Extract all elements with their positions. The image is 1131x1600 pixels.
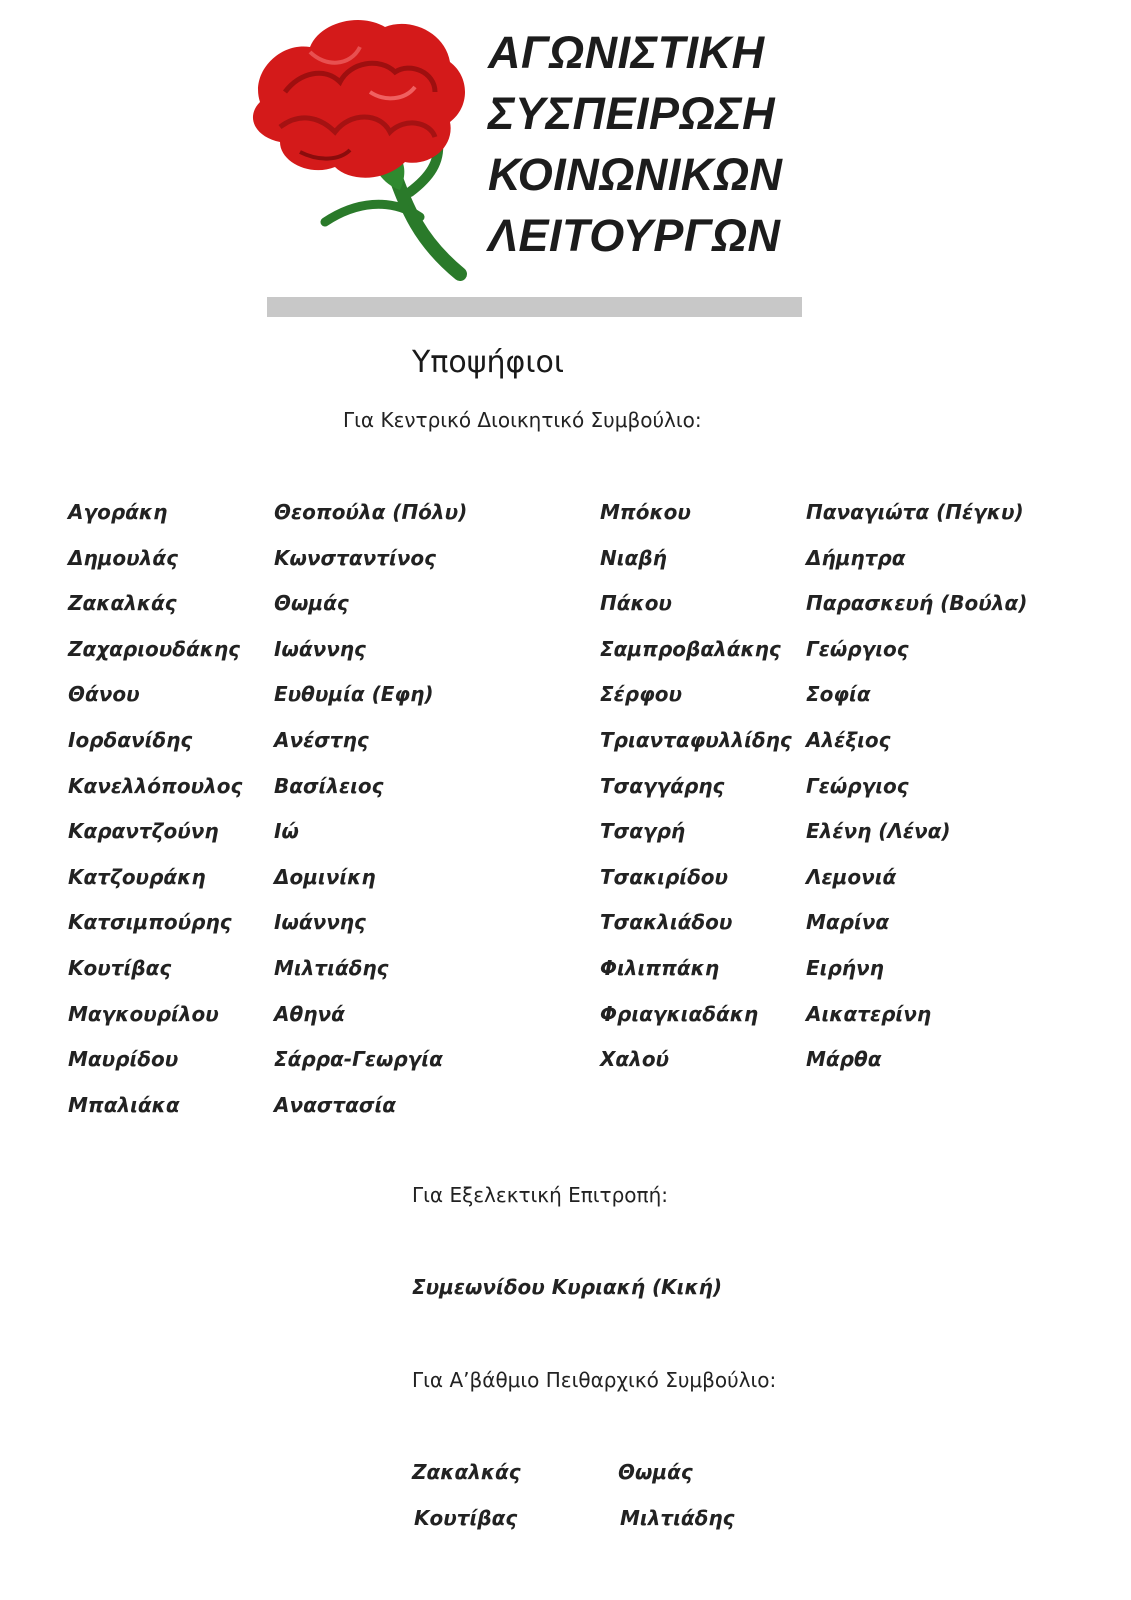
candidate-first-name: Ελένη (Λένα) <box>806 819 951 843</box>
candidate-surname: Πάκου <box>600 591 672 615</box>
candidate-first-name: Μιλτιάδης <box>620 1506 735 1530</box>
candidate-surname: Φιλιππάκη <box>600 956 720 980</box>
organization-logo <box>240 12 800 302</box>
candidate-surname: Ζαχαριουδάκης <box>68 637 241 661</box>
candidate-first-name: Ιώ <box>274 819 299 843</box>
candidate-surname: Δημουλάς <box>68 546 178 570</box>
candidate-surname: Ιορδανίδης <box>68 728 193 752</box>
election-committee-heading: Για Εξελεκτική Επιτροπή: <box>412 1183 668 1207</box>
logo-line-2: ΣΥΣΠΕΙΡΩΣΗ <box>488 88 776 139</box>
candidate-first-name: Αθηνά <box>274 1002 345 1026</box>
candidate-surname: Τσακλιάδου <box>600 910 733 934</box>
candidate-surname: Κατσιμπούρης <box>68 910 232 934</box>
candidate-first-name: Θωμάς <box>274 591 349 615</box>
candidate-first-name: Θεοπούλα (Πόλυ) <box>274 500 468 524</box>
candidate-first-name: Βασίλειος <box>274 774 384 798</box>
candidate-surname: Μαγκουρίλου <box>68 1002 219 1026</box>
candidate-first-name: Ιωάννης <box>274 910 366 934</box>
candidate-surname: Τσαγρή <box>600 819 686 843</box>
candidate-surname: Αγοράκη <box>68 500 168 524</box>
candidate-first-name: Δήμητρα <box>806 546 906 570</box>
candidate-surname: Σαμπροβαλάκης <box>600 637 781 661</box>
candidate-first-name: Αικατερίνη <box>806 1002 932 1026</box>
candidate-surname: Φριαγκιαδάκη <box>600 1002 759 1026</box>
candidate-surname: Κατζουράκη <box>68 865 206 889</box>
candidate-surname: Τσαγγάρης <box>600 774 725 798</box>
central-board-heading: Για Κεντρικό Διοικητικό Συμβούλιο: <box>343 408 702 432</box>
candidate-first-name: Μαρίνα <box>806 910 890 934</box>
logo-wordmark <box>488 22 783 266</box>
candidate-first-name: Ευθυμία (Εφη) <box>274 682 434 706</box>
candidate-first-name: Παρασκευή (Βούλα) <box>806 591 1028 615</box>
candidate-first-name: Μάρθα <box>806 1047 882 1071</box>
candidate-surname: Τριανταφυλλίδης <box>600 728 792 752</box>
logo-line-4: ΛΕΙΤΟΥΡΓΩΝ <box>488 210 781 261</box>
logo-underline-bar <box>267 297 802 317</box>
candidate-surname: Κουτίβας <box>414 1506 518 1530</box>
candidate-first-name: Σοφία <box>806 682 871 706</box>
candidate-surname: Ζακαλκάς <box>68 591 177 615</box>
candidate-surname: Θάνου <box>68 682 140 706</box>
candidate-surname: Τσακιρίδου <box>600 865 729 889</box>
page-title: Υποψήφιοι <box>412 345 564 380</box>
candidate-surname: Μπαλιάκα <box>68 1093 180 1117</box>
candidate-surname: Μπόκου <box>600 500 691 524</box>
candidate-surname: Χαλού <box>600 1047 670 1071</box>
candidate-surname: Κουτίβας <box>68 956 172 980</box>
carnation-flower-icon <box>240 12 480 292</box>
candidate-first-name: Ανέστης <box>274 728 369 752</box>
candidate-first-name: Γεώργιος <box>806 774 909 798</box>
candidate-first-name: Κωνσταντίνος <box>274 546 436 570</box>
logo-line-3: ΚΟΙΝΩΝΙΚΩΝ <box>488 149 783 200</box>
logo-line-1: ΑΓΩΝΙΣΤΙΚΗ <box>488 27 765 78</box>
candidate-first-name: Σάρρα-Γεωργία <box>274 1047 443 1071</box>
candidate-first-name: Αλέξιος <box>806 728 891 752</box>
candidate-first-name: Ιωάννης <box>274 637 366 661</box>
candidate-surname: Κανελλόπουλος <box>68 774 243 798</box>
candidate-surname: Σέρφου <box>600 682 683 706</box>
candidate-first-name: Ειρήνη <box>806 956 884 980</box>
candidate-surname: Μαυρίδου <box>68 1047 179 1071</box>
disciplinary-board-heading: Για Α’βάθμιο Πειθαρχικό Συμβούλιο: <box>412 1368 777 1392</box>
candidate-first-name: Γεώργιος <box>806 637 909 661</box>
candidate-first-name: Μιλτιάδης <box>274 956 389 980</box>
candidate-first-name: Λεμονιά <box>806 865 897 889</box>
election-committee-member: Συμεωνίδου Κυριακή (Κική) <box>412 1275 723 1299</box>
candidate-first-name: Θωμάς <box>618 1460 693 1484</box>
candidate-surname: Καραντζούνη <box>68 819 219 843</box>
candidate-surname: Ζακαλκάς <box>412 1460 521 1484</box>
candidate-surname: Νιαβή <box>600 546 667 570</box>
candidate-first-name: Δομινίκη <box>274 865 376 889</box>
candidate-first-name: Παναγιώτα (Πέγκυ) <box>806 500 1024 524</box>
candidate-first-name: Αναστασία <box>274 1093 397 1117</box>
